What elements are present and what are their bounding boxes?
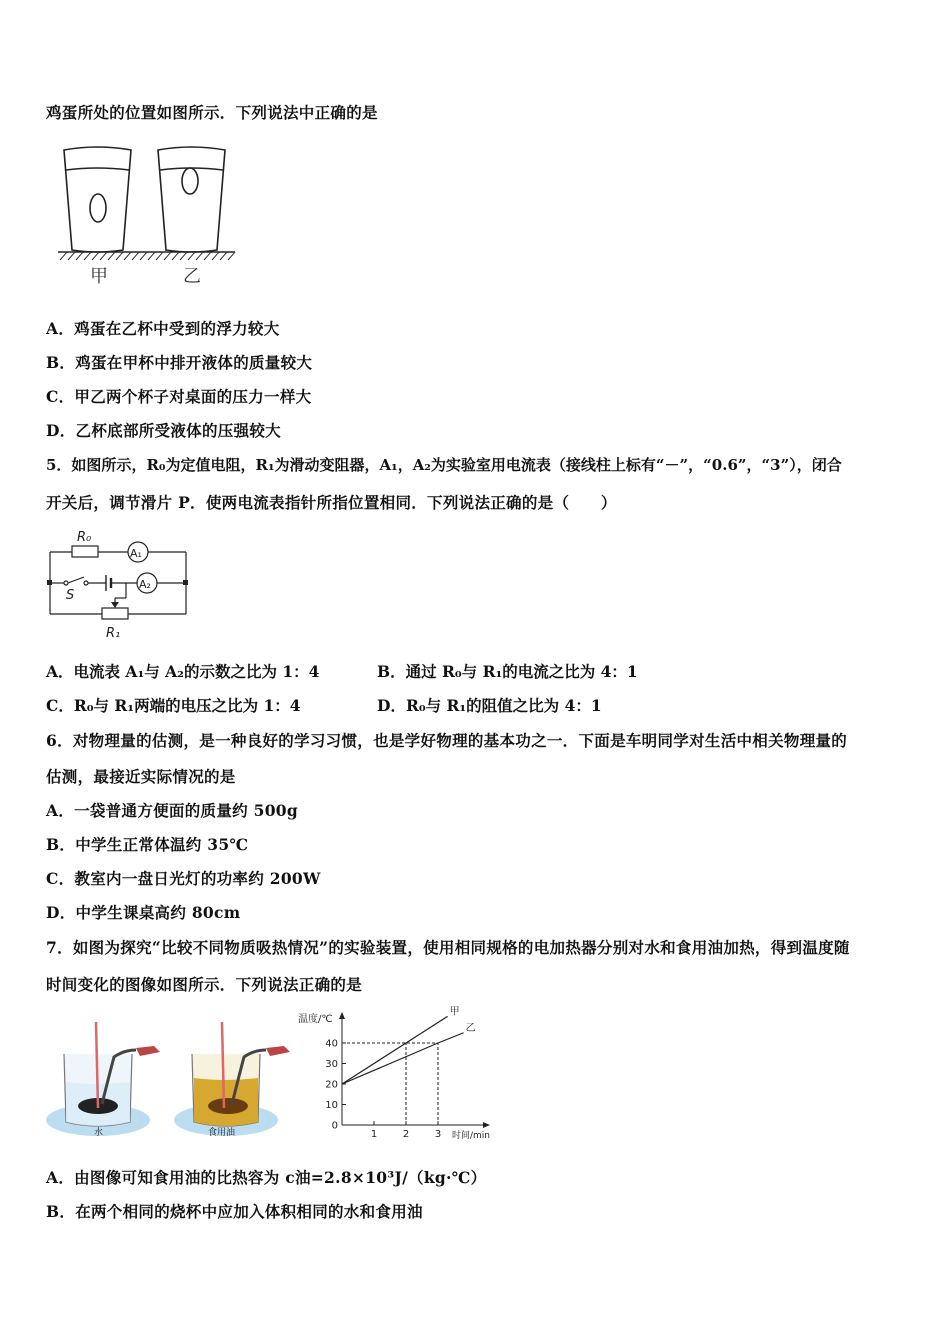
chart-series-line-yi (342, 1033, 464, 1084)
a2-label: A₂ (139, 578, 151, 591)
cup-left-label: 甲 (90, 266, 108, 287)
q4-option-b: B．鸡蛋在甲杯中排开液体的质量较大 (46, 353, 313, 372)
cup-right-label: 乙 (183, 266, 201, 287)
q4-cups-figure (50, 140, 250, 290)
s-label: S (66, 588, 75, 603)
q6-option-c: C．教室内一盘日光灯的功率约 200W (46, 869, 321, 888)
q5-circuit-figure (44, 526, 204, 646)
chart-y-tick-label: 40 (325, 1038, 338, 1050)
q5-stem-line1: 5．如图所示，R₀为定值电阻，R₁为滑动变阻器，A₁，A₂为实验室用电流表（接线柱上标有“－”，“0.6”，“3”），闭合 (46, 456, 842, 474)
q4-option-d: D．乙杯底部所受液体的压强较大 (46, 421, 281, 440)
r1-label: R₁ (106, 626, 121, 641)
chart-series-label: 甲 (449, 1006, 460, 1018)
chart-x-label: 时间/min (452, 1131, 491, 1141)
chart-y-tick-label: 10 (325, 1100, 338, 1111)
q7-beakers-figure (44, 1012, 304, 1152)
chart-x-tick-label: 1 (370, 1129, 378, 1140)
q5-option-b: B．通过 R₀与 R₁的电流之比为 4：1 (377, 662, 638, 681)
chart-series-label: 乙 (465, 1022, 476, 1034)
q6-stem-line1: 6．对物理量的估测，是一种良好的学习习惯，也是学好物理的基本功之一．下面是车明同学对生活中相关物理量的 (46, 731, 848, 750)
r1-rheostat (102, 608, 128, 619)
chart-y-label: 温度/℃ (298, 1014, 333, 1025)
q7-stem-line1: 7．如图为探究“比较不同物质吸热情况”的实验装置，使用相同规格的电加热器分别对水和食用油加热，得到温度随 (46, 938, 850, 957)
beaker-water-label: 水 (94, 1128, 104, 1138)
r0-label: R₀ (77, 530, 92, 545)
q5-option-d: D．R₀与 R₁的阻值之比为 4：1 (377, 696, 602, 715)
chart-y-tick-label: 0 (331, 1120, 338, 1132)
q6-stem-line2: 估测，最接近实际情况的是 (46, 767, 236, 786)
chart-x-tick-label: 3 (434, 1129, 442, 1140)
chart-series-line-jia (342, 1016, 448, 1084)
q5-option-c: C．R₀与 R₁两端的电压之比为 1：4 (46, 696, 301, 715)
q4-option-c: C．甲乙两个杯子对桌面的压力一样大 (46, 387, 312, 406)
q4-option-a: A．鸡蛋在乙杯中受到的浮力较大 (46, 319, 280, 338)
cup-left (64, 147, 131, 252)
q7-option-a: A．由图像可知食用油的比热容为 c油=2.8×10³J/（kg·℃） (46, 1168, 487, 1187)
cup-right (158, 147, 225, 252)
q5-option-a: A．电流表 A₁与 A₂的示数之比为 1：4 (46, 662, 320, 681)
chart-x-tick-label: 2 (402, 1129, 410, 1140)
beaker-oil-label: 食用油 (208, 1128, 236, 1138)
q7-temperature-chart (296, 1004, 506, 1144)
q5-stem-line2: 开关后，调节滑片 P．使两电流表指针所指位置相同．下列说法正确的是（ ） (46, 493, 617, 512)
q7-stem-line2: 时间变化的图像如图所示．下列说法正确的是 (46, 975, 363, 994)
q6-option-b: B．中学生正常体温约 35℃ (46, 835, 249, 854)
r0-resistor (72, 546, 98, 557)
switch-s (68, 577, 84, 583)
q6-option-d: D．中学生课桌高约 80cm (46, 903, 241, 922)
q4-stem: 鸡蛋所处的位置如图所示．下列说法中正确的是 (46, 103, 378, 122)
chart-y-tick-label: 20 (325, 1079, 338, 1091)
q6-option-a: A．一袋普通方便面的质量约 500g (46, 801, 299, 820)
a1-label: A₁ (130, 547, 142, 560)
chart-y-tick-label: 30 (325, 1059, 338, 1070)
q7-option-b: B．在两个相同的烧杯中应加入体积相同的水和食用油 (46, 1202, 423, 1221)
